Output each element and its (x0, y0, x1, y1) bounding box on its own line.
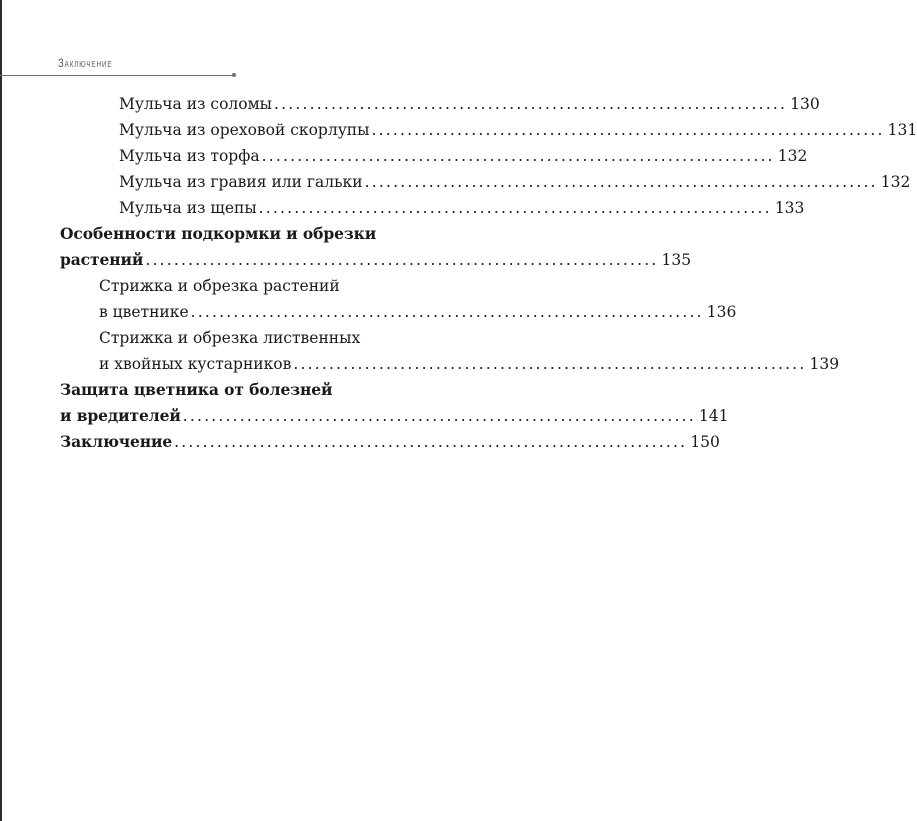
header-rule (0, 75, 234, 76)
header-rule-dot (232, 73, 236, 77)
toc-section[interactable] (60, 380, 411, 400)
toc-entry-page: 136 (706, 303, 737, 321)
leader-dots: ........................................................................ (145, 251, 659, 269)
toc-entry-page: 130 (790, 95, 820, 113)
toc-entry-title: Стрижка и обрезка растений (99, 277, 340, 295)
toc-entry-title: Мульча из соломы (119, 95, 272, 113)
running-head: Заключение (58, 56, 113, 70)
toc-section-title: Защита цветника от болезней (60, 380, 333, 399)
toc-entry[interactable] (119, 120, 917, 140)
toc-entry-title: Мульча из щепы (119, 199, 257, 217)
toc-section-title: Заключение (60, 432, 173, 451)
toc-section[interactable] (60, 406, 729, 426)
toc-entry-page: 132 (777, 147, 808, 165)
toc-section-page: 141 (698, 407, 729, 425)
toc-section-title: растений (60, 250, 144, 269)
page-left-edge (0, 0, 2, 821)
toc-entry-page: 132 (880, 173, 911, 191)
toc-section[interactable] (60, 250, 692, 270)
toc-section-title: и вредителей (60, 406, 181, 425)
toc-entry-title: Стрижка и обрезка лиственных (99, 329, 361, 347)
toc-entry-title: Мульча из гравия или гальки (119, 173, 363, 191)
toc-entry-title: и хвойных кустарников (99, 355, 292, 373)
toc-entry[interactable] (119, 94, 820, 114)
leader-dots: ........................................................................ (174, 433, 688, 451)
toc-entry[interactable] (99, 354, 840, 374)
toc-entry[interactable] (99, 302, 737, 322)
toc-entry[interactable] (119, 146, 808, 166)
toc-section-page: 150 (690, 433, 720, 451)
toc-section-page: 135 (661, 251, 692, 269)
toc-entry[interactable] (99, 328, 411, 348)
leader-dots: ........................................................................ (274, 95, 788, 113)
toc-entry-page: 131 (887, 121, 917, 139)
toc-entry[interactable] (99, 276, 411, 296)
toc-entry-page: 139 (809, 355, 840, 373)
leader-dots: ........................................................................ (182, 407, 696, 425)
toc-section-title: Особенности подкормки и обрезки (60, 224, 377, 243)
leader-dots: ........................................................................ (190, 303, 704, 321)
leader-dots: ........................................................................ (258, 199, 772, 217)
toc-entry[interactable] (119, 198, 805, 218)
leader-dots: ........................................................................ (261, 147, 775, 165)
leader-dots: ........................................................................ (293, 355, 807, 373)
toc-entry-title: Мульча из ореховой скорлупы (119, 121, 370, 139)
toc-entry-page: 133 (774, 199, 805, 217)
toc-entry[interactable] (119, 172, 911, 192)
leader-dots: ........................................................................ (371, 121, 885, 139)
toc-section[interactable] (60, 432, 720, 452)
toc-entry-title: Мульча из торфа (119, 147, 260, 165)
toc-entry-title: в цветнике (99, 303, 189, 321)
leader-dots: ........................................................................ (364, 173, 878, 191)
toc-section[interactable] (60, 224, 411, 244)
